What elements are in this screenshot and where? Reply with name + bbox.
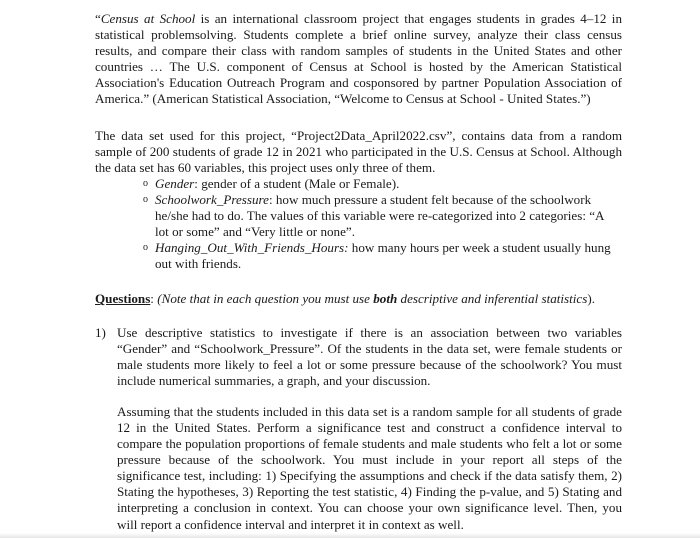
note-text: descriptive and inferential statistics [397, 291, 588, 307]
colon: : [150, 291, 158, 307]
question-list [95, 325, 622, 533]
question-number: 1) [95, 324, 106, 340]
questions-header [95, 291, 622, 307]
variable-item-schoolwork-pressure [95, 192, 622, 240]
variable-item-hanging-out [95, 240, 622, 272]
dataset-paragraph: The data set used for this project, “Project2Data_April2022.csv”, contains data from a random sample of 200 students of grade 12 in 2021 who participated in the U.S. Census at School. Although the data set has 60 variables, this project uses only three of them. [95, 127, 622, 175]
note-bold: both [373, 291, 398, 307]
variable-desc: : how much pressure a student felt because of the schoolwork he/she had to do. The values of this variable were re-categorized into 2 categories: “A lot or some” and “Very little or none”. [155, 191, 604, 240]
questions-heading: Questions [95, 291, 151, 307]
intro-paragraph [95, 11, 622, 108]
census-at-school-title: Census at School [100, 11, 196, 26]
note-end: ). [587, 291, 595, 307]
page-bottom-edge [0, 533, 700, 538]
questions-note [157, 291, 587, 306]
intro-text: is an international classroom project that engages students in grades 4–12 in statistical problemsolving. Students complete a brief online survey, analyze their class census results, and compare their class with random samples of students in the United States and other countries … The U.S. component of Census at School is hosted by the American Statistical Association's Education Outreach Program and cosponsored by partner Population Association of America.” (American Statistical Association, “Welcome to Census at School - United States.”) [95, 11, 622, 107]
question-part-inferential: Assuming that the students included in this data set is a random sample for all students of grade 12 in the United States. Perform a significance test and construct a confidence interval to compare the population proportions of female students and male students who felt a lot or some pressure because of the schoolwork. You must include in your report all steps of the significance test, including: 1) Specifying the assumptions and check if the data satisfy them, 2) Stating the hypotheses, 3) Reporting the test statistic, 4) Finding the p-value, and 5) Stating and interpreting a conclusion in context. You can choose your own significance level. Then, you will report a confidence interval and interpret it in context as well. [117, 403, 622, 532]
variable-name: Schoolwork_Pressure [155, 191, 269, 207]
question-item [95, 325, 622, 533]
bullet-icon: o [143, 193, 148, 205]
note-text: (Note that in each question you must use [157, 291, 374, 307]
variable-name: Gender [155, 175, 195, 191]
variable-desc: how many hours per week a student usually hung out with friends. [155, 240, 611, 272]
variable-item-gender [95, 176, 622, 192]
variable-desc: : gender of a student (Male or Female). [194, 175, 400, 191]
bullet-icon: o [143, 242, 148, 254]
bullet-icon: o [143, 177, 148, 189]
document-page [95, 11, 622, 533]
variable-name: Hanging_Out_With_Friends_Hours: [155, 240, 349, 256]
variable-list [95, 176, 622, 273]
open-quote: “ [95, 11, 101, 26]
question-part-descriptive: Use descriptive statistics to investigate if there is an association between two variables “Gender” and “Schoolwork_Pressure”. Of the students in the data set, were female students or male students more likely to feel a lot or some pressure because of the schoolwork? You must include numerical summaries, a graph, and your discussion. [117, 324, 622, 388]
